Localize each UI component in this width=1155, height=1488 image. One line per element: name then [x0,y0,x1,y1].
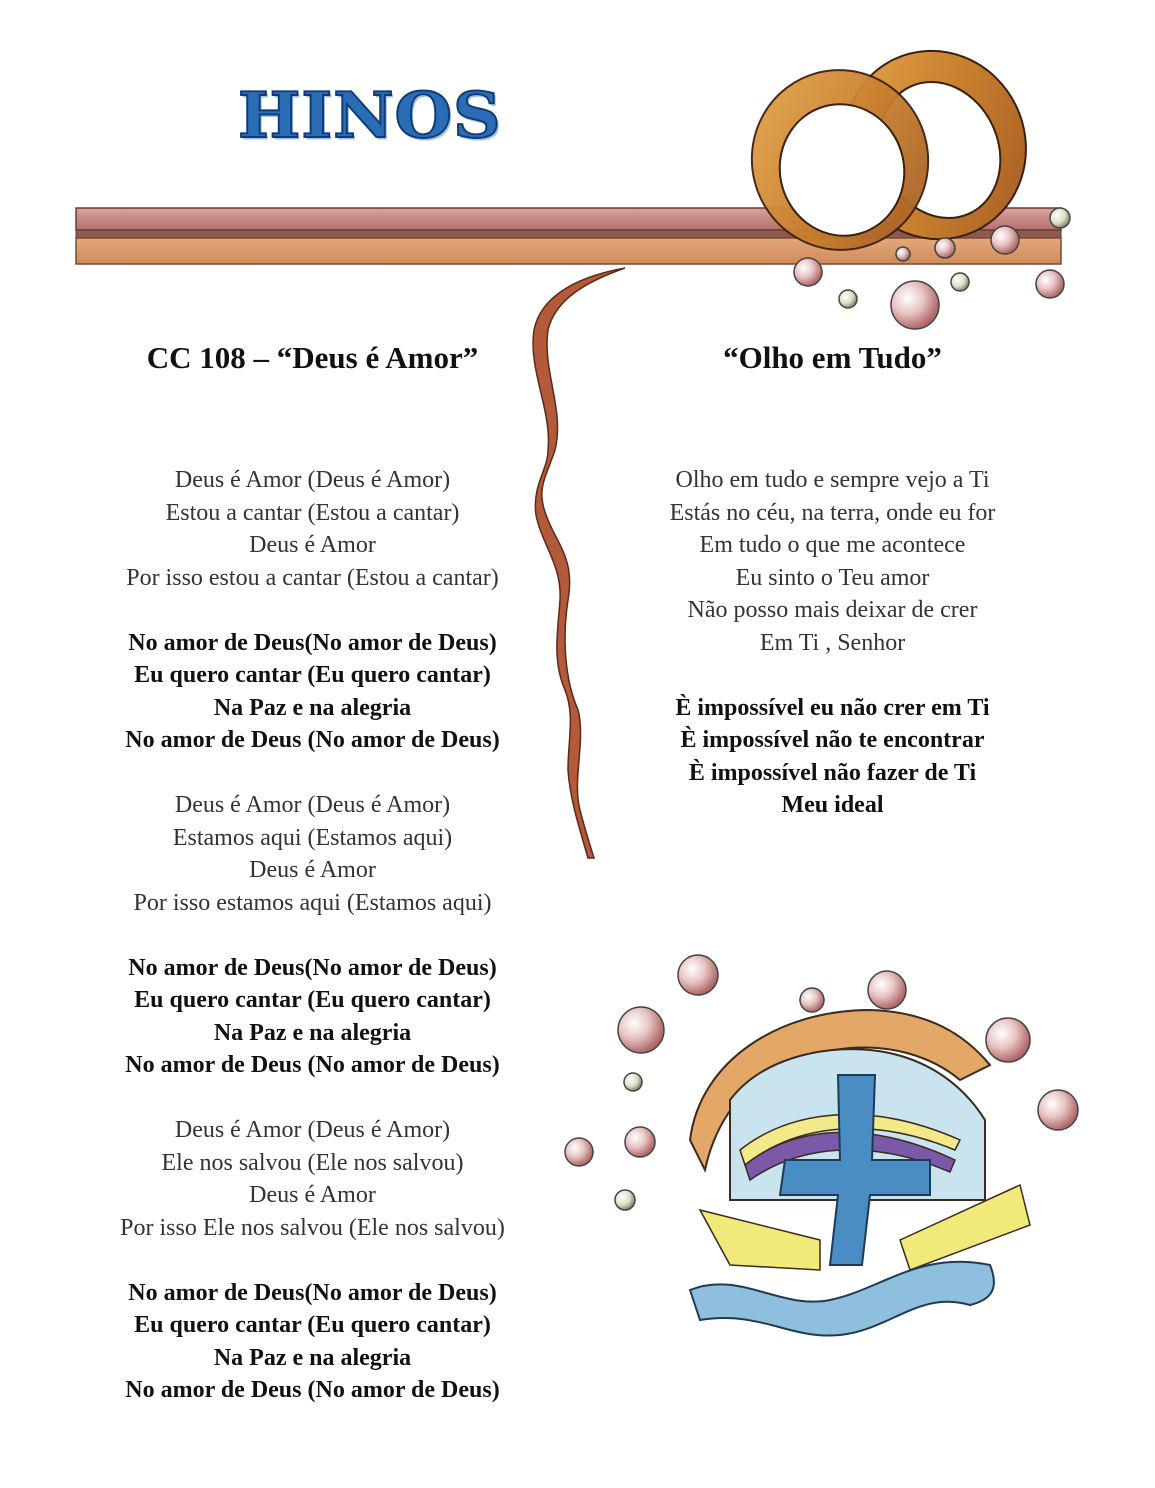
lyric-line: Ele nos salvou (Ele nos salvou) [161,1149,464,1176]
verse-stanza [60,1114,565,1244]
lyric-line: Em tudo o que me acontece [699,532,966,558]
lyric-line: No amor de Deus (No amor de Deus) [125,1052,500,1078]
lyric-line: No amor de Deus (No amor de Deus) [125,1377,500,1403]
lyric-line: È impossível não te encontrar [680,727,985,753]
chorus-stanza [60,952,565,1082]
lyric-line: Deus é Amor (Deus é Amor) [174,467,451,493]
lyric-line: Por isso estou a cantar (Estou a cantar) [126,564,499,591]
lyric-line: No amor de Deus(No amor de Deus) [128,629,497,656]
lyric-line: Eu quero cantar (Eu quero cantar) [134,1312,491,1338]
lyric-line: Deus é Amor (Deus é Amor) [174,1117,451,1143]
verse-stanza [620,464,1045,659]
lyric-line: Na Paz e na alegria [213,1344,412,1371]
lyric-line: Estou a cantar (Estou a cantar) [165,499,460,526]
verse-stanza [60,789,565,919]
lyric-line: No amor de Deus (No amor de Deus) [125,727,500,753]
lyric-line: Deus é Amor [249,857,376,883]
lyric-line: Eu quero cantar (Eu quero cantar) [134,987,491,1013]
lyric-line: Meu ideal [781,792,884,818]
song-title-olho-em-tudo: “Olho em Tudo” [723,340,942,375]
lyric-line: Deus é Amor [249,532,376,558]
lyrics-olho-em-tudo [620,464,1045,854]
lyric-line: Estás no céu, na terra, onde eu for [669,499,996,526]
lyric-line: Na Paz e na alegria [213,694,412,721]
lyric-line: Não posso mais deixar de crer [687,597,978,623]
cross-waves-icon [690,1010,1030,1336]
lyric-line: È impossível eu não crer em Ti [675,694,990,721]
song-title-deus-e-amor: CC 108 – “Deus é Amor” [146,340,479,375]
lyric-line: No amor de Deus(No amor de Deus) [128,1279,497,1306]
lyric-line: Deus é Amor [249,1182,376,1208]
lyric-line: Olho em tudo e sempre vejo a Ti [675,467,990,493]
lyric-line: Estamos aqui (Estamos aqui) [172,824,453,851]
lyric-line: No amor de Deus(No amor de Deus) [128,954,497,981]
lyric-line: Eu sinto o Teu amor [735,564,930,591]
lyric-line: Na Paz e na alegria [213,1019,412,1046]
lyric-line: È impossível não fazer de Ti [688,759,977,786]
lyric-line: Eu quero cantar (Eu quero cantar) [134,662,491,688]
chorus-stanza [60,627,565,757]
lyrics-deus-e-amor [60,464,565,1439]
chorus-stanza [60,1277,565,1407]
lyric-line: Deus é Amor (Deus é Amor) [174,792,451,818]
lyric-line: Por isso Ele nos salvou (Ele nos salvou) [120,1214,505,1241]
lyric-line: Por isso estamos aqui (Estamos aqui) [133,889,492,916]
verse-stanza [60,464,565,594]
chorus-stanza [620,692,1045,822]
lyric-line: Em Ti , Senhor [759,629,906,656]
page-title: HINOS [238,77,502,153]
